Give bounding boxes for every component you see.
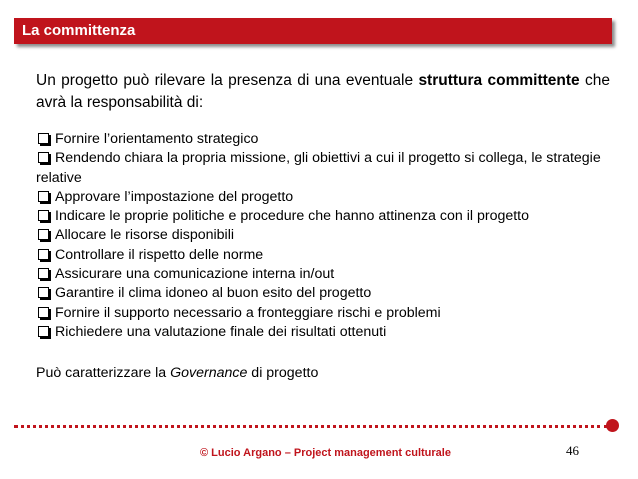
list-item xyxy=(36,246,614,265)
page-number: 46 xyxy=(566,443,579,458)
checkbox-bullet-icon xyxy=(38,152,49,163)
checkbox-bullet-icon xyxy=(38,287,49,298)
list-item xyxy=(36,207,614,226)
list-item xyxy=(36,130,614,149)
title-bar xyxy=(14,18,612,44)
list-item-text: Approvare l’impostazione del progetto xyxy=(55,188,294,205)
list-item-text: Allocare le risorse disponibili xyxy=(55,227,234,244)
list-item xyxy=(36,323,614,342)
list-item-text: Rendendo chiara la propria missione, gli obiettivi a cui il progetto si collega, le strategie relative xyxy=(36,150,601,186)
intro-bold-term: struttura committente xyxy=(418,72,580,89)
closing-text-end: di progetto xyxy=(247,365,319,381)
checkbox-bullet-icon xyxy=(38,249,49,260)
list-item xyxy=(36,149,614,188)
checkbox-bullet-icon xyxy=(38,326,49,337)
footer-dotted-divider xyxy=(14,425,608,428)
footer-credit: © Lucio Argano – Project management culturale xyxy=(200,447,451,459)
closing-italic-term: Governance xyxy=(170,365,248,381)
list-item xyxy=(36,304,614,323)
responsibility-list xyxy=(36,130,614,342)
list-item-text: Fornire l’orientamento strategico xyxy=(55,131,259,147)
list-item-text: Controllare il rispetto delle norme xyxy=(55,246,264,263)
checkbox-bullet-icon xyxy=(38,307,49,318)
closing-line xyxy=(36,364,318,383)
closing-text-start: Può caratterizzare la xyxy=(36,365,171,381)
intro-text-start: Un progetto può rilevare la presenza di una eventuale xyxy=(36,72,419,89)
intro-paragraph xyxy=(36,70,610,114)
list-item-text: Assicurare una comunicazione interna in/out xyxy=(55,266,335,283)
list-item-text: Indicare le proprie politiche e procedure che hanno attinenza con il progetto xyxy=(55,208,530,225)
divider-end-dot-icon xyxy=(606,419,619,432)
list-item-text: Richiedere una valutazione finale dei risultati ottenuti xyxy=(55,323,387,340)
checkbox-bullet-icon xyxy=(38,133,49,144)
checkbox-bullet-icon xyxy=(38,210,49,221)
checkbox-bullet-icon xyxy=(38,191,49,202)
list-item-text: Fornire il supporto necessario a fronteggiare rischi e problemi xyxy=(55,304,441,321)
list-item xyxy=(36,284,614,303)
list-item xyxy=(36,226,614,245)
slide-title: La committenza xyxy=(22,22,136,39)
checkbox-bullet-icon xyxy=(38,229,49,240)
list-item xyxy=(36,265,614,284)
list-item xyxy=(36,188,614,207)
list-item-text: Garantire il clima idoneo al buon esito del progetto xyxy=(55,285,372,302)
checkbox-bullet-icon xyxy=(38,268,49,279)
intro-text-end: che avrà la responsabilità di: xyxy=(36,72,611,111)
